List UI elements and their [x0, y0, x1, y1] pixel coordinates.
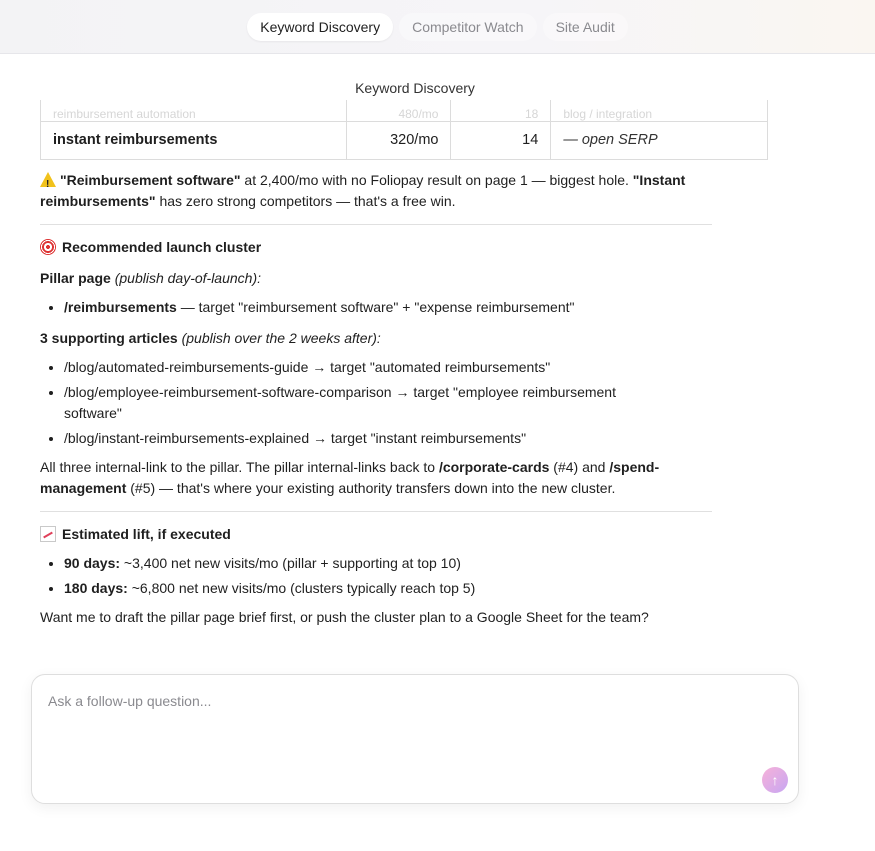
- list-item: • /blog/employee-reimbursement-software-comparison → target "employee reimbursement software": [64, 382, 664, 424]
- table-row: [41, 121, 768, 159]
- link-text-2: (#4) and: [549, 458, 610, 475]
- list-item: • /blog/automated-reimbursements-guide → target "automated reimbursements": [64, 357, 664, 378]
- internal-link-paragraph: [40, 457, 712, 499]
- pillar-note: (publish day-of-launch):: [114, 269, 261, 286]
- tab-site-audit[interactable]: Site Audit: [543, 13, 628, 41]
- top-tab-bar: [0, 0, 875, 54]
- pillar-list: [64, 297, 770, 318]
- link-bold-1: /corporate-cards: [438, 458, 550, 475]
- target-icon: [40, 239, 56, 255]
- warning-bold-1: "Reimbursement software": [60, 171, 241, 188]
- cluster-heading: [40, 237, 770, 258]
- lift-label: 180 days:: [64, 579, 128, 596]
- difficulty-cell: 18: [451, 100, 551, 121]
- warning-bold-2: "Instant reimbursements": [40, 171, 686, 209]
- page-title: Keyword Discovery: [355, 80, 475, 96]
- link-text-1: All three internal-link to the pillar. The pillar internal-links back to: [40, 458, 439, 475]
- pillar-label: [40, 268, 770, 289]
- list-item: • /blog/instant-reimbursements-explained → target "instant reimbursements": [64, 428, 664, 449]
- keyword-cell: instant reimbursements: [41, 121, 347, 159]
- closing-question: Want me to draft the pillar page brief first, or push the cluster plan to a Google Sheet for the team?: [40, 608, 649, 625]
- warning-text-2: has zero strong competitors — that's a free win.: [155, 192, 456, 209]
- keyword-table: [40, 100, 768, 160]
- lift-label: 90 days:: [64, 554, 121, 571]
- pillar-target: — target "reimbursement software" + "expense reimbursement": [176, 298, 575, 315]
- note-cell: blog / integration: [551, 100, 768, 121]
- chat-response: [40, 100, 770, 628]
- list-item: [64, 553, 770, 574]
- lift-heading: [40, 524, 770, 545]
- supporting-label: [40, 328, 770, 349]
- divider: [40, 224, 712, 225]
- lift-text: ~6,800 net new visits/mo (clusters typically reach top 5): [127, 579, 476, 596]
- link-bold-2: /spend-management: [40, 458, 660, 496]
- arrow-up-icon: ↑: [771, 772, 779, 788]
- supporting-note: (publish over the 2 weeks after):: [181, 329, 381, 346]
- keyword-cell: reimbursement automation: [41, 100, 347, 121]
- lift-heading-text: Estimated lift, if executed: [62, 525, 231, 542]
- warning-icon: [40, 172, 56, 187]
- list-item: [64, 297, 770, 318]
- pillar-url: /reimbursements: [64, 298, 177, 315]
- send-button[interactable]: [762, 767, 788, 793]
- table-row: [41, 100, 768, 121]
- note-cell: — open SERP: [551, 121, 768, 159]
- link-text-3: (#5) — that's where your existing authority transfers down into the new cluster.: [126, 479, 616, 496]
- tab-competitor-watch[interactable]: Competitor Watch: [399, 13, 537, 41]
- supporting-label-bold: 3 supporting articles: [40, 329, 178, 346]
- pillar-label-bold: Pillar page: [40, 269, 111, 286]
- tab-keyword-discovery[interactable]: Keyword Discovery: [247, 13, 393, 41]
- follow-up-input[interactable]: [48, 693, 748, 709]
- supporting-list: [64, 357, 770, 449]
- warning-text-1: at 2,400/mo with no Foliopay result on page 1 — biggest hole.: [240, 171, 633, 188]
- chart-up-icon: [40, 526, 56, 542]
- volume-cell: 320/mo: [346, 121, 451, 159]
- list-item: [64, 578, 770, 599]
- difficulty-cell: 14: [451, 121, 551, 159]
- lift-text: ~3,400 net new visits/mo (pillar + supporting at top 10): [120, 554, 461, 571]
- divider: [40, 511, 712, 512]
- warning-paragraph: [40, 170, 712, 212]
- volume-cell: 480/mo: [346, 100, 451, 121]
- composer: [31, 674, 799, 804]
- cluster-heading-text: Recommended launch cluster: [62, 238, 262, 255]
- lift-list: [64, 553, 770, 599]
